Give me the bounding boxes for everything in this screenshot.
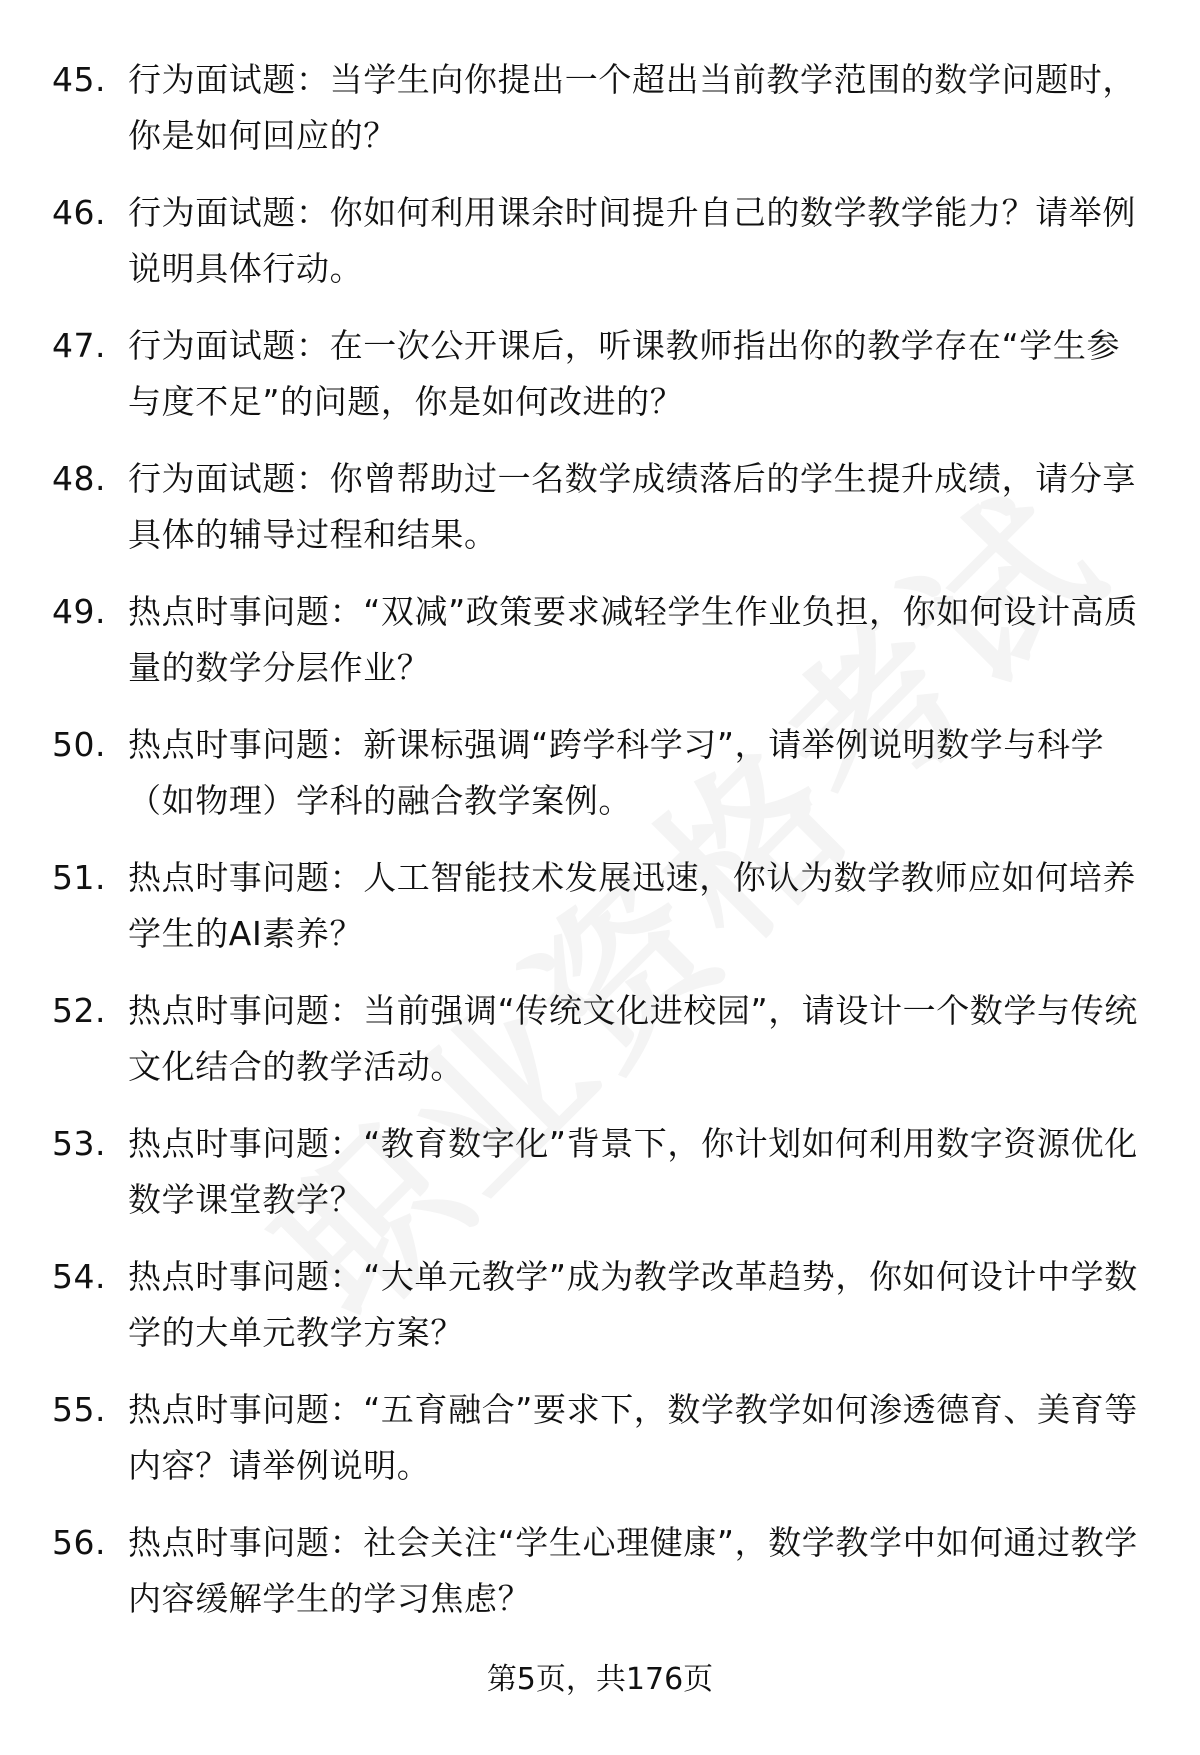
question-number: 51.: [52, 858, 106, 897]
question-number: 50.: [52, 725, 106, 764]
question-number: 55.: [52, 1390, 106, 1429]
question-item: [52, 717, 1152, 850]
question-text: 热点时事问题：“双减”政策要求减轻学生作业负担，你如何设计高质量的数学分层作业？: [128, 592, 1138, 687]
question-text: 行为面试题：你曾帮助过一名数学成绩落后的学生提升成绩，请分享具体的辅导过程和结果。: [128, 459, 1136, 554]
question-number: 52.: [52, 991, 106, 1030]
question-list: [52, 52, 1152, 1648]
question-text: 热点时事问题：当前强调“传统文化进校园”，请设计一个数学与传统文化结合的教学活动。: [128, 991, 1138, 1086]
question-number: 53.: [52, 1124, 106, 1163]
question-item: [52, 451, 1152, 584]
question-number: 48.: [52, 459, 106, 498]
question-text: 行为面试题：你如何利用课余时间提升自己的数学教学能力？请举例说明具体行动。: [128, 193, 1136, 288]
question-text: 热点时事问题：新课标强调“跨学科学习”，请举例说明数学与科学（如物理）学科的融合教学案例。: [128, 725, 1105, 820]
question-item: [52, 983, 1152, 1116]
question-text: 行为面试题：在一次公开课后，听课教师指出你的教学存在“学生参与度不足”的问题，你是如何改进的？: [128, 326, 1121, 421]
page-number-footer: 第5页，共176页: [486, 1662, 714, 1697]
question-item: [52, 1249, 1152, 1382]
question-item: [52, 318, 1152, 451]
question-text: 热点时事问题：“教育数字化”背景下，你计划如何利用数字资源优化数学课堂教学？: [128, 1124, 1138, 1219]
question-item: [52, 1382, 1152, 1515]
question-text: 行为面试题：当学生向你提出一个超出当前教学范围的数学问题时，你是如何回应的？: [128, 60, 1136, 155]
question-item: [52, 1515, 1152, 1648]
question-number: 56.: [52, 1523, 106, 1562]
question-item: [52, 584, 1152, 717]
question-text: 热点时事问题：“大单元教学”成为教学改革趋势，你如何设计中学数学的大单元教学方案？: [128, 1257, 1138, 1352]
question-number: 45.: [52, 60, 106, 99]
question-text: 热点时事问题：社会关注“学生心理健康”，数学教学中如何通过教学内容缓解学生的学习焦虑？: [128, 1523, 1138, 1618]
question-number: 46.: [52, 193, 106, 232]
question-text: 热点时事问题：“五育融合”要求下，数学教学如何渗透德育、美育等内容？请举例说明。: [128, 1390, 1138, 1485]
question-number: 47.: [52, 326, 106, 365]
question-number: 49.: [52, 592, 106, 631]
question-number: 54.: [52, 1257, 106, 1296]
question-item: [52, 1116, 1152, 1249]
question-item: [52, 850, 1152, 983]
question-item: [52, 185, 1152, 318]
question-item: [52, 52, 1152, 185]
question-text: 热点时事问题：人工智能技术发展迅速，你认为数学教师应如何培养学生的AI素养？: [128, 858, 1136, 953]
